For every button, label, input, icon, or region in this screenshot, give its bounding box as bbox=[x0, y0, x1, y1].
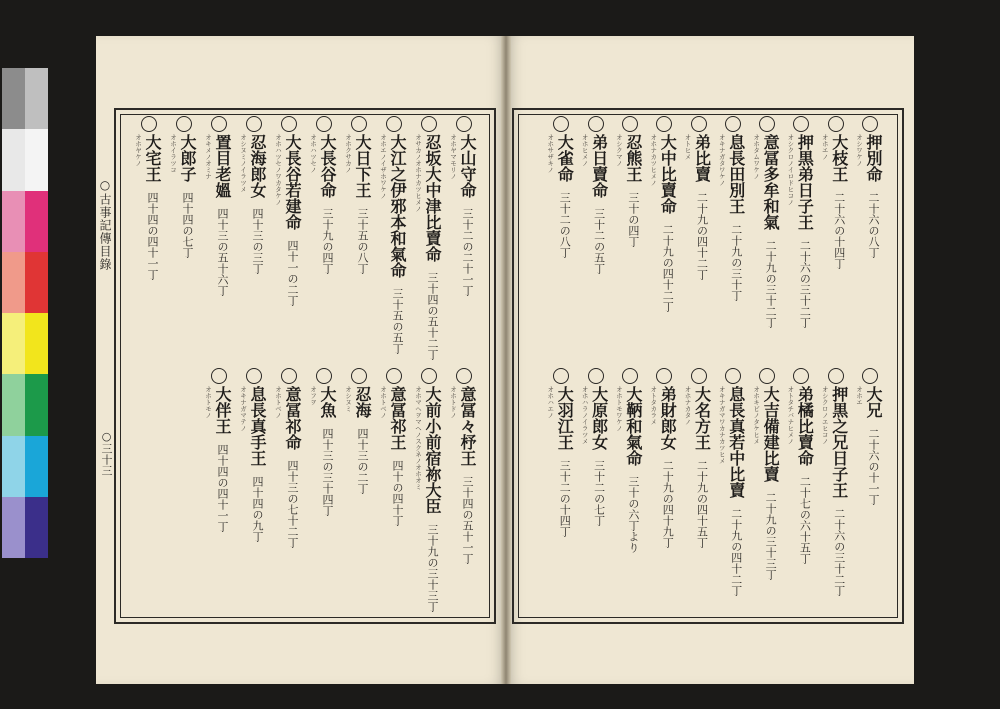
circle-marker-icon bbox=[176, 116, 192, 132]
page-reference: 四十三の二丁 bbox=[356, 428, 369, 494]
entry-name: 大日下王三十五の八丁 bbox=[353, 134, 372, 274]
index-entry bbox=[343, 368, 377, 606]
circle-marker-icon bbox=[553, 368, 569, 384]
index-entry bbox=[614, 368, 648, 606]
furigana-reading: オシクマノ bbox=[614, 134, 623, 167]
entry-name: 大原郎女三十二の七丁 bbox=[589, 386, 609, 526]
circle-marker-icon bbox=[246, 368, 262, 384]
furigana-reading: オシヌミ bbox=[344, 386, 352, 412]
circle-marker-icon bbox=[656, 368, 672, 384]
circle-marker-icon bbox=[622, 368, 638, 384]
index-entry bbox=[580, 116, 614, 354]
circle-marker-icon bbox=[211, 116, 227, 132]
furigana-reading: オホエノ bbox=[820, 134, 829, 160]
furigana-reading: オトヒメ bbox=[683, 134, 692, 160]
color-chip bbox=[25, 497, 48, 558]
margin-book-title: ○古事記傳目錄 bbox=[98, 178, 112, 271]
index-entry bbox=[580, 368, 614, 606]
entry-name: 大前小前宿祢大臣三十九の三十三丁 bbox=[423, 386, 442, 612]
entry-name: 息長真手王四十四の九丁 bbox=[248, 386, 267, 542]
book-gutter bbox=[501, 36, 511, 684]
page-reference: 三十九の四丁 bbox=[321, 208, 334, 274]
page-reference: 二十七の六十五丁 bbox=[798, 476, 812, 564]
entry-name: 弟財郎女二十九の四十九丁 bbox=[658, 386, 678, 548]
page-reference: 四十四の四十一丁 bbox=[216, 444, 229, 532]
page-reference: 二十九の三十三丁 bbox=[764, 492, 778, 580]
entry-name: 大魚四十三の三十四丁 bbox=[318, 386, 337, 516]
circle-marker-icon bbox=[351, 116, 367, 132]
circle-marker-icon bbox=[316, 368, 332, 384]
index-entry bbox=[545, 368, 579, 606]
circle-marker-icon bbox=[691, 116, 707, 132]
page-reference: 四十三の七十二丁 bbox=[286, 460, 299, 548]
entry-name: 大兄二十六の十一丁 bbox=[864, 386, 883, 505]
index-entry bbox=[448, 116, 482, 354]
page-reference: 四十三の三丁 bbox=[251, 208, 264, 274]
circle-marker-icon bbox=[725, 116, 741, 132]
page-reference: 三十二の十四丁 bbox=[558, 460, 572, 537]
index-entry bbox=[820, 368, 854, 606]
furigana-reading: オキメノオミナ bbox=[204, 134, 212, 180]
index-entry bbox=[751, 368, 785, 606]
entry-name: 大雀命三十二の八丁 bbox=[555, 134, 575, 258]
color-chip bbox=[2, 191, 25, 252]
entry-name: 忍海四十三の二丁 bbox=[353, 386, 372, 494]
circle-marker-icon bbox=[725, 368, 741, 384]
furigana-reading: オホクサカノ bbox=[344, 134, 352, 173]
furigana-reading: オホナカツヒメノ bbox=[649, 134, 658, 186]
index-entry bbox=[378, 368, 412, 606]
entry-name: 忍熊王三十の四丁 bbox=[623, 134, 643, 247]
circle-marker-icon bbox=[211, 368, 227, 384]
index-entry bbox=[785, 116, 819, 354]
index-entry bbox=[413, 368, 447, 612]
entry-name: 大鞆和氣命三十の六丁より bbox=[623, 386, 643, 553]
circle-marker-icon bbox=[656, 116, 672, 132]
circle-marker-icon bbox=[793, 368, 809, 384]
circle-marker-icon bbox=[141, 116, 157, 132]
page-reference: 二十九の三十丁 bbox=[729, 224, 743, 301]
page-reference: 四十四の七丁 bbox=[181, 192, 194, 258]
entry-name: 意冨祁命四十三の七十二丁 bbox=[283, 386, 302, 548]
entry-name: 大名方王二十九の四十五丁 bbox=[692, 386, 712, 548]
page-reference: 二十九の三十二丁 bbox=[764, 240, 778, 328]
entry-name: 大長谷命三十九の四丁 bbox=[318, 134, 337, 274]
furigana-reading: オホサザキノ bbox=[546, 134, 555, 173]
furigana-reading: オホトベノ bbox=[379, 386, 387, 419]
index-entry bbox=[273, 368, 307, 606]
page-reference: 三十四の五十二丁 bbox=[426, 272, 439, 360]
entry-name: 大山守命三十二の二十一丁 bbox=[458, 134, 477, 296]
index-entry bbox=[648, 116, 682, 354]
index-entry bbox=[343, 116, 377, 354]
page-reference: 三十の四丁 bbox=[626, 192, 640, 247]
furigana-reading: オキナガタワケノ bbox=[717, 134, 726, 186]
furigana-reading: オホトモノ bbox=[204, 386, 212, 419]
furigana-reading: オキナガマテノ bbox=[239, 386, 247, 432]
circle-marker-icon bbox=[281, 368, 297, 384]
index-entry bbox=[273, 116, 307, 354]
entry-name: 息長田別王二十九の三十丁 bbox=[726, 134, 746, 301]
furigana-reading: オホヒメノ bbox=[580, 134, 589, 167]
color-chip bbox=[2, 497, 25, 558]
circle-marker-icon bbox=[316, 116, 332, 132]
furigana-reading: オホエノイザホワケノ bbox=[379, 134, 387, 199]
color-chip bbox=[2, 313, 25, 374]
furigana-reading: オホトモワケノ bbox=[614, 386, 623, 432]
furigana-reading: オサカノオホナカツヒメノ bbox=[414, 134, 422, 212]
page-reference: 四十四の四十一丁 bbox=[146, 192, 159, 280]
index-entry bbox=[717, 368, 751, 606]
furigana-reading: オトタカラメ bbox=[649, 386, 658, 425]
circle-marker-icon bbox=[588, 116, 604, 132]
furigana-reading: オホハツセノ bbox=[309, 134, 317, 173]
page-reference: 二十六の十四丁 bbox=[832, 192, 846, 269]
page-number: ○三十三 bbox=[100, 430, 113, 476]
furigana-reading: オホマヘヲマヘノスクネノオホオミ bbox=[414, 386, 422, 490]
circle-marker-icon bbox=[553, 116, 569, 132]
circle-marker-icon bbox=[759, 368, 775, 384]
color-chip bbox=[2, 129, 25, 190]
page-reference: 四十の四十丁 bbox=[391, 460, 404, 526]
page-reference: 二十九の四十五丁 bbox=[695, 460, 709, 548]
entry-name: 大伴王四十四の四十一丁 bbox=[213, 386, 232, 532]
furigana-reading: オキナガマワカナカツヒメ bbox=[717, 386, 726, 464]
index-entry bbox=[785, 368, 819, 606]
index-entry bbox=[683, 116, 717, 354]
index-entry bbox=[168, 116, 202, 354]
page-reference: 三十二の七丁 bbox=[592, 460, 606, 526]
index-entry bbox=[820, 116, 854, 354]
entry-name: 弟橘比賣命二十七の六十五丁 bbox=[795, 386, 815, 564]
furigana-reading: オトタチバナヒメノ bbox=[786, 386, 795, 445]
index-entry bbox=[751, 116, 785, 354]
entry-name: 息長真若中比賣二十九の四十二丁 bbox=[726, 386, 746, 596]
circle-marker-icon bbox=[281, 116, 297, 132]
page-reference: 四十一の二丁 bbox=[286, 240, 299, 306]
furigana-reading: オフヲ bbox=[309, 386, 317, 406]
circle-marker-icon bbox=[691, 368, 707, 384]
index-entry bbox=[413, 116, 447, 360]
entry-name: 意冨祁王四十の四十丁 bbox=[388, 386, 407, 526]
page-reference: 二十九の四十二丁 bbox=[661, 224, 675, 312]
circle-marker-icon bbox=[759, 116, 775, 132]
index-entry bbox=[448, 368, 482, 606]
color-chip bbox=[25, 374, 48, 435]
color-chip bbox=[2, 252, 25, 313]
circle-marker-icon bbox=[862, 368, 878, 384]
entry-name: 大羽江王三十二の十四丁 bbox=[555, 386, 575, 537]
index-entry bbox=[854, 116, 888, 354]
furigana-reading: オホヤケノ bbox=[134, 134, 142, 167]
page-reference: 二十九の四十二丁 bbox=[695, 192, 709, 280]
color-chip bbox=[25, 436, 48, 497]
page-reference: 四十三の三十四丁 bbox=[321, 428, 334, 516]
entry-name: 意冨々杼王三十四の五十一丁 bbox=[458, 386, 477, 564]
furigana-reading: オホヤマモリノ bbox=[449, 134, 457, 180]
page-reference: 三十五の八丁 bbox=[356, 208, 369, 274]
furigana-reading: オホトドノ bbox=[449, 386, 457, 419]
color-chip bbox=[2, 436, 25, 497]
entry-name: 大中比賣命二十九の四十二丁 bbox=[658, 134, 678, 312]
color-chip bbox=[2, 68, 25, 129]
entry-name: 置目老媼四十三の五十六丁 bbox=[213, 134, 232, 296]
circle-marker-icon bbox=[456, 116, 472, 132]
furigana-reading: オホトベノ bbox=[274, 386, 282, 419]
index-entry bbox=[203, 116, 237, 354]
circle-marker-icon bbox=[622, 116, 638, 132]
page-reference: 三十二の五丁 bbox=[592, 208, 606, 274]
entry-name: 大江之伊邪本和氣命三十五の五丁 bbox=[388, 134, 407, 354]
index-entry bbox=[854, 368, 888, 606]
circle-marker-icon bbox=[862, 116, 878, 132]
circle-marker-icon bbox=[246, 116, 262, 132]
circle-marker-icon bbox=[828, 368, 844, 384]
entry-name: 押別命二十六の八丁 bbox=[864, 134, 883, 258]
index-entry bbox=[683, 368, 717, 606]
page-reference: 二十九の四十二丁 bbox=[729, 508, 743, 596]
page-reference: 二十六の八丁 bbox=[867, 192, 880, 258]
furigana-reading: オホハエノ bbox=[546, 386, 555, 419]
circle-marker-icon bbox=[828, 116, 844, 132]
circle-marker-icon bbox=[421, 116, 437, 132]
entry-name: 押黒之兄日子王二十六の三十二丁 bbox=[829, 386, 849, 596]
entry-name: 忍海郎女四十三の三丁 bbox=[248, 134, 267, 274]
furigana-reading: オホキビノタケヒメ bbox=[752, 386, 761, 445]
index-entry bbox=[203, 368, 237, 606]
circle-marker-icon bbox=[386, 116, 402, 132]
circle-marker-icon bbox=[793, 116, 809, 132]
index-entry bbox=[238, 368, 272, 606]
page-reference: 四十四の九丁 bbox=[251, 476, 264, 542]
entry-name: 大宅王四十四の四十一丁 bbox=[143, 134, 162, 280]
page-reference: 二十九の四十九丁 bbox=[661, 460, 675, 548]
furigana-reading: オホナカタノ bbox=[683, 386, 692, 425]
index-entry bbox=[378, 116, 412, 354]
circle-marker-icon bbox=[386, 368, 402, 384]
circle-marker-icon bbox=[588, 368, 604, 384]
index-entry bbox=[308, 116, 342, 354]
index-entry bbox=[238, 116, 272, 354]
entry-name: 弟比賣二十九の四十二丁 bbox=[692, 134, 712, 280]
entry-name: 押黒弟日子王二十六の三十二丁 bbox=[795, 134, 815, 328]
index-entry bbox=[614, 116, 648, 354]
furigana-reading: オシクロノエヒコノ bbox=[820, 386, 829, 445]
furigana-reading: オシクロノイロドヒコノ bbox=[786, 134, 795, 206]
page-reference: 三十の六丁より bbox=[626, 476, 640, 553]
index-entry bbox=[308, 368, 342, 606]
entry-name: 忍坂大中津比賣命三十四の五十二丁 bbox=[423, 134, 442, 360]
entry-name: 弟日賣命三十二の五丁 bbox=[589, 134, 609, 274]
page-reference: 三十二の二十一丁 bbox=[461, 208, 474, 296]
color-chip bbox=[25, 191, 48, 252]
circle-marker-icon bbox=[456, 368, 472, 384]
furigana-reading: オホハツセノワカタケノ bbox=[274, 134, 282, 206]
furigana-reading: オホイラツコ bbox=[169, 134, 177, 173]
color-chip bbox=[25, 68, 48, 129]
page-reference: 三十二の八丁 bbox=[558, 192, 572, 258]
color-chip bbox=[25, 129, 48, 190]
page-reference: 二十六の三十二丁 bbox=[832, 508, 846, 596]
entry-name: 大吉備建比賣二十九の三十三丁 bbox=[761, 386, 781, 580]
index-entry bbox=[133, 116, 167, 354]
page-reference: 二十六の三十二丁 bbox=[798, 240, 812, 328]
color-chip bbox=[2, 374, 25, 435]
circle-marker-icon bbox=[351, 368, 367, 384]
furigana-reading: オシヌミノイラツメ bbox=[239, 134, 247, 193]
page-reference: 三十四の五十一丁 bbox=[461, 476, 474, 564]
circle-marker-icon bbox=[421, 368, 437, 384]
entry-name: 大郎子四十四の七丁 bbox=[178, 134, 197, 258]
furigana-reading: オホエ bbox=[855, 386, 863, 406]
page-reference: 二十六の十一丁 bbox=[867, 428, 880, 505]
entry-name: 意冨多牟和氣二十九の三十二丁 bbox=[761, 134, 781, 328]
index-entry bbox=[545, 116, 579, 354]
entry-name: 大長谷若建命四十一の二丁 bbox=[283, 134, 302, 306]
page-reference: 四十三の五十六丁 bbox=[216, 208, 229, 296]
furigana-reading: オホタムワケノ bbox=[752, 134, 761, 180]
entry-name: 大枝王二十六の十四丁 bbox=[829, 134, 849, 269]
page-reference: 三十九の三十三丁 bbox=[426, 524, 439, 612]
index-entry bbox=[717, 116, 751, 354]
color-chip bbox=[25, 252, 48, 313]
furigana-reading: オホハラノイラツメ bbox=[580, 386, 589, 445]
index-entry bbox=[648, 368, 682, 606]
furigana-reading: オシワケノ bbox=[855, 134, 863, 167]
page-reference: 三十五の五丁 bbox=[391, 288, 404, 354]
color-chip bbox=[25, 313, 48, 374]
color-calibration-strip bbox=[2, 68, 48, 558]
